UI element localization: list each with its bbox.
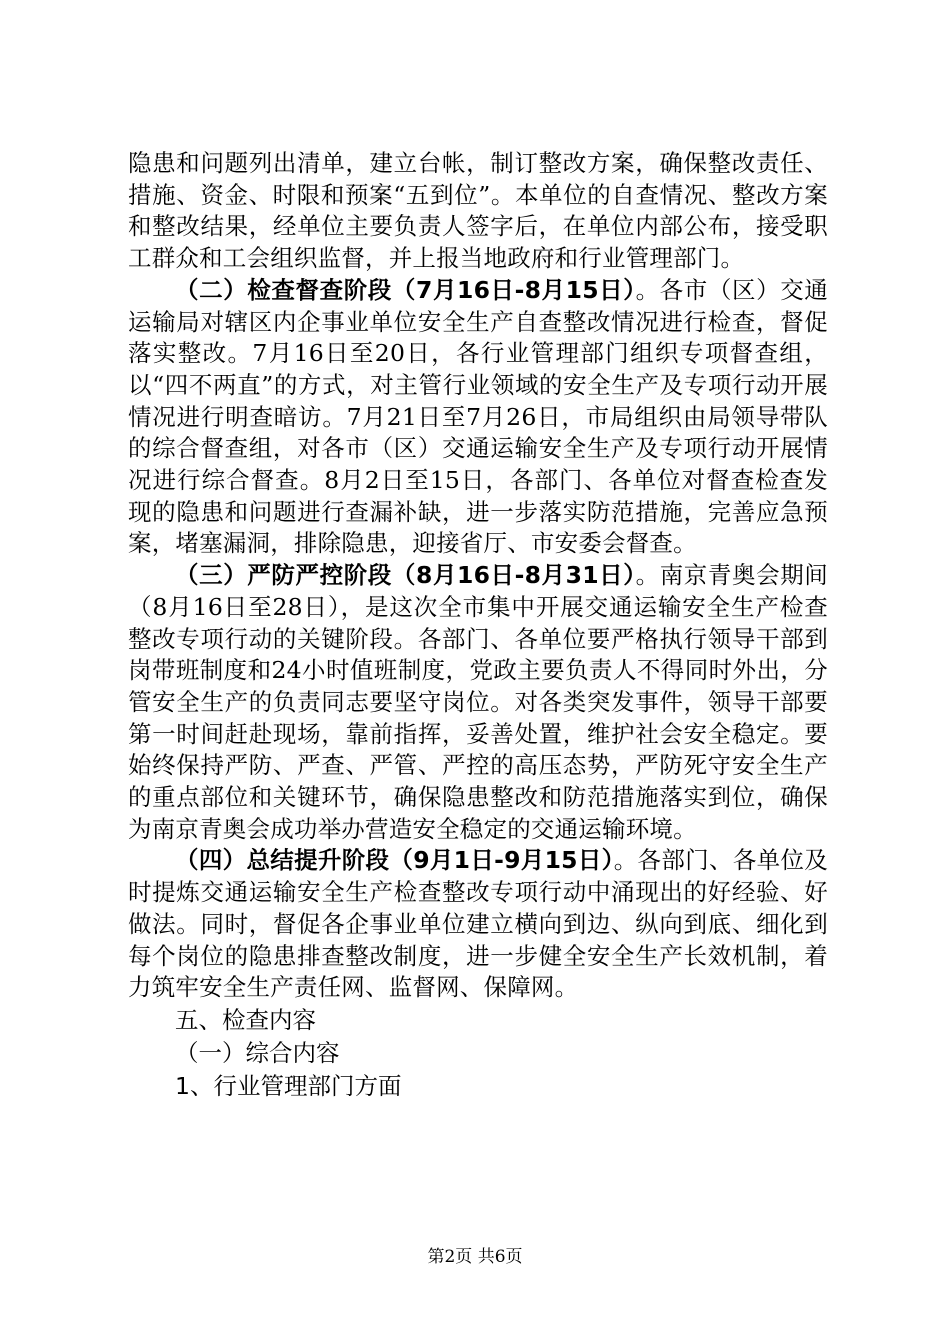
stage-2-body: 。各市（区）交通运输局对辖区内企事业单位安全生产自查整改情况进行检查，督促落实整改。7月16日至20日，各行业管理部门组织专项督查组，以“四不两直”的方式，对主管行业领域的安全生产及专项行动开展情况进行明查暗访。7月21日至7月26日，市局组织由局领导带队的综合督查组，对各市（区）交通运输安全生产及专项行动开展情况进行综合督查。8月2日至15日，各部门、各单位对督查检查发现的隐患和问题进行查漏补缺，进一步落实防范措施，完善应急预案，堵塞漏洞，排除隐患，迎接省厅、市安委会督查。 xyxy=(128,275,828,558)
stage-3-body: 。南京青奥会期间（8月16日至28日），是这次全市集中开展交通运输安全生产检查整改专项行动的关键阶段。各部门、各单位要严格执行领导干部到岗带班制度和24小时值班制度，党政主要负责人不得同时外出，分管安全生产的负责同志要坚守岗位。对各类突发事件，领导干部要第一时间赶赴现场，靠前指挥，妥善处置，维护社会安全稳定。要始终保持严防、严查、严管、严控的高压态势，严防死守安全生产的重点部位和关键环节，确保隐患整改和防范措施落实到位，确保为南京青奥会成功举办营造安全稳定的交通运输环境。 xyxy=(128,561,828,843)
stage-4-body: 。各部门、各单位及时提炼交通运输安全生产检查整改专项行动中涌现出的好经验、好做法。同时，督促各企事业单位建立横向到边、纵向到底、细化到每个岗位的隐患排查整改制度，进一步健全安全生产长效机制，着力筑牢安全生产责任网、监督网、保障网。 xyxy=(128,846,828,1002)
item-1-title: 1、行业管理部门方面 xyxy=(175,1071,402,1100)
paragraph-continuation: 隐患和问题列出清单，建立台帐，制订整改方案，确保整改责任、措施、资金、时限和预案“五到位”。本单位的自查情况、整改方案和整改结果，经单位主要负责人签字后，在单位内部公布，接受职工群众和工会组织监督，并上报当地政府和行业管理部门。 xyxy=(128,149,828,273)
section-5-title: 五、检查内容 xyxy=(175,1005,316,1034)
paragraph-stage-3 xyxy=(128,560,828,845)
stage-3-heading: （三）严防严控阶段（8月16日-8月31日） xyxy=(175,561,636,590)
stage-2-heading: （二）检查督查阶段（7月16日-8月15日） xyxy=(175,275,636,304)
document-body xyxy=(128,148,828,1103)
paragraph-stage-2 xyxy=(128,275,828,560)
subsection-1-title: （一）综合内容 xyxy=(175,1038,340,1067)
paragraph-stage-4 xyxy=(128,845,828,1004)
page-footer: 第2页 共6页 xyxy=(427,1247,523,1267)
stage-4-heading: （四）总结提升阶段（9月1日-9月15日） xyxy=(175,846,614,875)
